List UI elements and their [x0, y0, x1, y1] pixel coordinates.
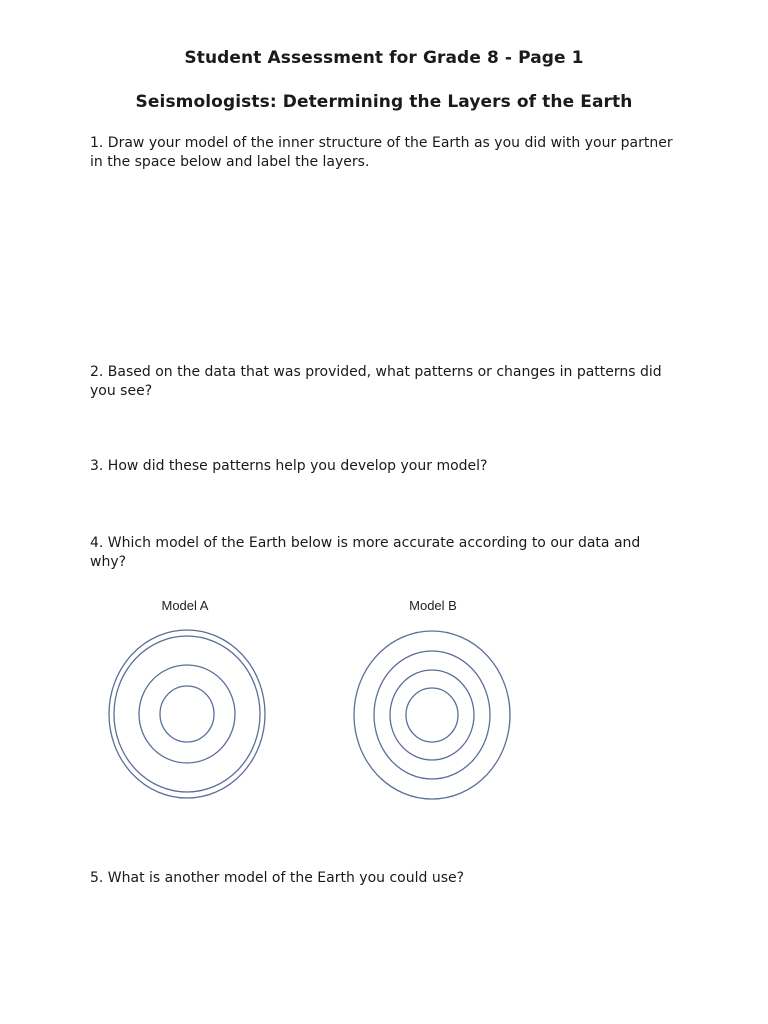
earth-models-figure [100, 592, 540, 812]
model-b [354, 598, 510, 799]
model-b-ring-3 [390, 670, 474, 760]
model-a-outer-core-ring [139, 665, 235, 763]
question-4: 4. Which model of the Earth below is more accurate according to our data and why? [90, 535, 641, 570]
model-a-crust-inner-ring [114, 636, 260, 792]
model-a-label: Model A [161, 598, 209, 613]
model-a-inner-core-ring [160, 686, 214, 742]
model-b-ring-1 [354, 631, 510, 799]
question-3: 3. How did these patterns help you develop your model? [90, 458, 488, 474]
page-subtitle: Seismologists: Determining the Layers of the Earth [135, 92, 633, 112]
question-1: 1. Draw your model of the inner structure of the Earth as you did with your partner in the space below and label the layers. [90, 135, 673, 170]
question-5: 5. What is another model of the Earth you could use? [90, 870, 465, 886]
earth-models-diagram [100, 592, 540, 812]
model-a [109, 598, 265, 798]
model-b-label: Model B [409, 598, 457, 613]
model-a-crust-outer-ring [109, 630, 265, 798]
page-title: Student Assessment for Grade 8 - Page 1 [184, 48, 584, 68]
model-b-ring-4 [406, 688, 458, 742]
question-2: 2. Based on the data that was provided, what patterns or changes in patterns did you see? [90, 364, 662, 399]
